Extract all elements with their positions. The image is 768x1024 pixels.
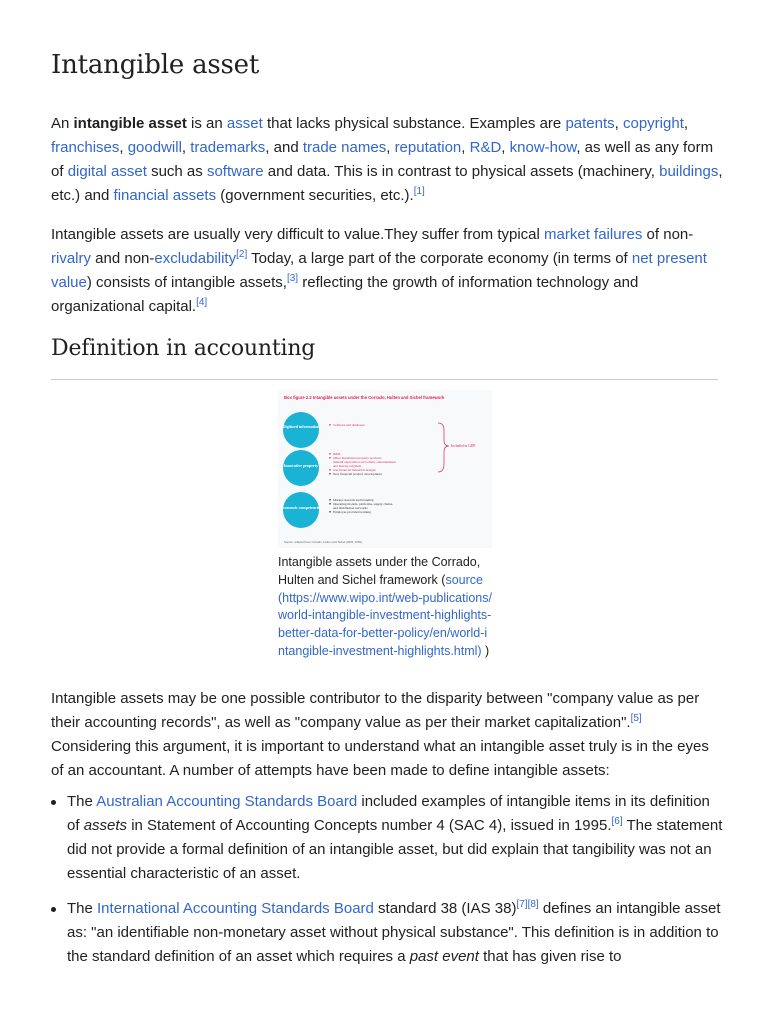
link-aasb[interactable]: Australian Accounting Standards Board <box>96 793 358 810</box>
group-item: Market research and branding <box>333 498 374 502</box>
bullet-dot <box>329 424 331 426</box>
caption-text: Intangible assets under the Corrado, Hulten and Sichel framework ( <box>278 555 481 587</box>
group-item: Other intellectual property products <box>333 456 382 460</box>
text: , <box>386 139 395 156</box>
link-financial-assets[interactable]: financial assets <box>113 187 217 204</box>
text: , <box>501 139 510 156</box>
figure-box-title: Box figure 2.2 Intangible assets under the Corrado, Hulten and Sichel framework <box>284 395 445 400</box>
figure-caption <box>278 554 492 661</box>
text: Considering this argument, it is important to understand what an intangible asset truly is in the eyes of an accountant. A number of attempts have been made to define intangible assets: <box>51 738 709 779</box>
figure-image[interactable] <box>278 390 492 548</box>
text: that has given rise to <box>478 948 622 965</box>
text: , as well as any form of <box>51 139 714 180</box>
citation-ref[interactable]: [1] <box>413 186 425 197</box>
text: Intangible assets are usually very difficult to value.They suffer from typical <box>51 226 545 243</box>
circle-label: Innovative property <box>283 463 319 468</box>
circle-label: Digitized information <box>282 424 320 429</box>
link-asset[interactable]: asset <box>226 115 263 132</box>
text: ) consists of intangible assets, <box>86 274 287 291</box>
link-copyright[interactable]: copyright <box>623 115 684 132</box>
citation-ref[interactable]: [4] <box>196 297 208 308</box>
circle-digitized <box>283 412 319 448</box>
link-excludability[interactable]: excludability <box>154 250 237 267</box>
section-divider <box>51 379 718 380</box>
framework-diagram <box>278 390 492 548</box>
circle-economic <box>283 492 319 528</box>
link-market-failures[interactable]: market failures <box>544 226 643 243</box>
text: such as <box>146 163 207 180</box>
bullet-dot <box>329 473 331 475</box>
text: Today, a large part of the corporate economy (in terms of <box>247 250 632 267</box>
caption-source-link[interactable]: source (https://www.wipo.int/web-publications/world-intangible-investment-highlights-better-data-for-better-policy/en/world-intangible-investment-highlights.html) <box>278 572 492 658</box>
link-rd[interactable]: R&D <box>469 139 502 156</box>
text: that lacks physical substance. Examples are <box>262 115 566 132</box>
link-trademarks[interactable]: trademarks <box>190 139 266 156</box>
text: , <box>614 115 623 132</box>
group-item: and literary originals <box>333 464 362 468</box>
link-net-present-value[interactable]: net present value <box>51 250 707 291</box>
group-item: Employer-provided training <box>333 510 371 514</box>
citation-ref[interactable]: [2] <box>236 249 248 260</box>
circle-innovative <box>283 450 319 486</box>
text: An <box>51 115 74 132</box>
bullet-dot <box>329 457 331 459</box>
link-buildings[interactable]: buildings <box>659 163 719 180</box>
link-patents[interactable]: patents <box>565 115 615 132</box>
figure-brace <box>438 423 449 472</box>
text: , etc.) and <box>51 163 723 204</box>
link-reputation[interactable]: reputation <box>394 139 462 156</box>
text: and data. This is in contrast to physical assets (machinery, <box>263 163 660 180</box>
link-know-how[interactable]: know-how <box>509 139 577 156</box>
text: Intangible assets may be one possible contributor to the disparity between "company value as per their accounting records", as well as "company value as per their market capitalization". <box>51 690 700 731</box>
intro-paragraph-1 <box>51 112 723 208</box>
section-heading: Definition in accounting <box>51 336 316 361</box>
group-item: mineral exploration and artistic, entertainment <box>333 460 396 464</box>
group-item: Software and databases <box>333 423 365 427</box>
text: (government securities, etc.). <box>216 187 414 204</box>
bullet-dot <box>329 453 331 455</box>
text: defines an intangible asset as: "an identifiable non-monetary asset without physical substance". This definition is in addition to the standard definition of an asset which requires a <box>67 900 721 965</box>
link-iasb[interactable]: International Accounting Standards Board <box>97 900 374 917</box>
link-franchises[interactable]: franchises <box>51 139 120 156</box>
bullet-dot <box>329 511 331 513</box>
citation-ref[interactable]: [7] <box>516 899 528 910</box>
definition-paragraph <box>51 687 723 783</box>
text: The statement did not provide a formal definition of an intangible asset, but did explain that tangibility was not an essential characteristic of an asset. <box>67 817 723 882</box>
bullet-dot <box>329 469 331 471</box>
link-digital-asset[interactable]: digital asset <box>67 163 147 180</box>
text: included examples of intangible items in its definition of <box>67 793 710 834</box>
group-item: Operating models, platforms, supply chains, <box>333 502 393 506</box>
text: in Statement of Accounting Concepts number 4 (SAC 4), issued in 1995. <box>127 817 612 834</box>
bullet-dot <box>329 503 331 505</box>
citation-ref[interactable]: [6] <box>611 816 623 827</box>
group-item: and distribution networks <box>333 506 368 510</box>
bullet-dot <box>329 499 331 501</box>
text: , <box>461 139 470 156</box>
text: , and <box>265 139 303 156</box>
text: is an <box>186 115 227 132</box>
list-item <box>51 897 723 969</box>
link-rivalry[interactable]: rivalry <box>51 250 91 267</box>
bold-term: intangible asset <box>73 115 187 132</box>
bullet-marker <box>51 800 56 805</box>
text: , <box>683 115 689 132</box>
text: and non- <box>91 250 155 267</box>
text: The <box>67 793 97 810</box>
text: standard 38 (IAS 38) <box>373 900 517 917</box>
list-item <box>51 790 723 886</box>
intro-paragraph-2 <box>51 223 723 319</box>
brace-label: Included in GDP <box>451 444 476 448</box>
bullet-marker <box>51 907 56 912</box>
text: reflecting the growth of information technology and organizational capital. <box>51 274 639 315</box>
text: , <box>181 139 191 156</box>
group-item: New financial product development <box>333 472 382 476</box>
emphasis: past event <box>409 948 479 965</box>
figure-source-note: Source: adapted from Corrado, Hulten and Sichel (2005, 2009). <box>284 540 363 544</box>
page-title: Intangible asset <box>51 50 260 80</box>
link-goodwill[interactable]: goodwill <box>127 139 182 156</box>
definitions-list <box>51 790 723 980</box>
emphasis: assets <box>83 817 128 834</box>
citation-ref[interactable]: [8] <box>527 899 539 910</box>
group-item: non-financial industrial designs <box>333 468 376 472</box>
caption-text: ) <box>481 643 490 658</box>
text: , <box>119 139 128 156</box>
citation-ref[interactable]: [3] <box>286 273 299 284</box>
text: of non- <box>642 226 694 243</box>
circle-label: Economic competencies <box>280 505 322 510</box>
figure <box>278 390 492 661</box>
link-trade-names[interactable]: trade names <box>302 139 387 156</box>
link-software[interactable]: software <box>206 163 264 180</box>
text: The <box>67 900 98 917</box>
citation-ref[interactable]: [5] <box>630 713 642 724</box>
group-item: R&D <box>333 452 341 456</box>
